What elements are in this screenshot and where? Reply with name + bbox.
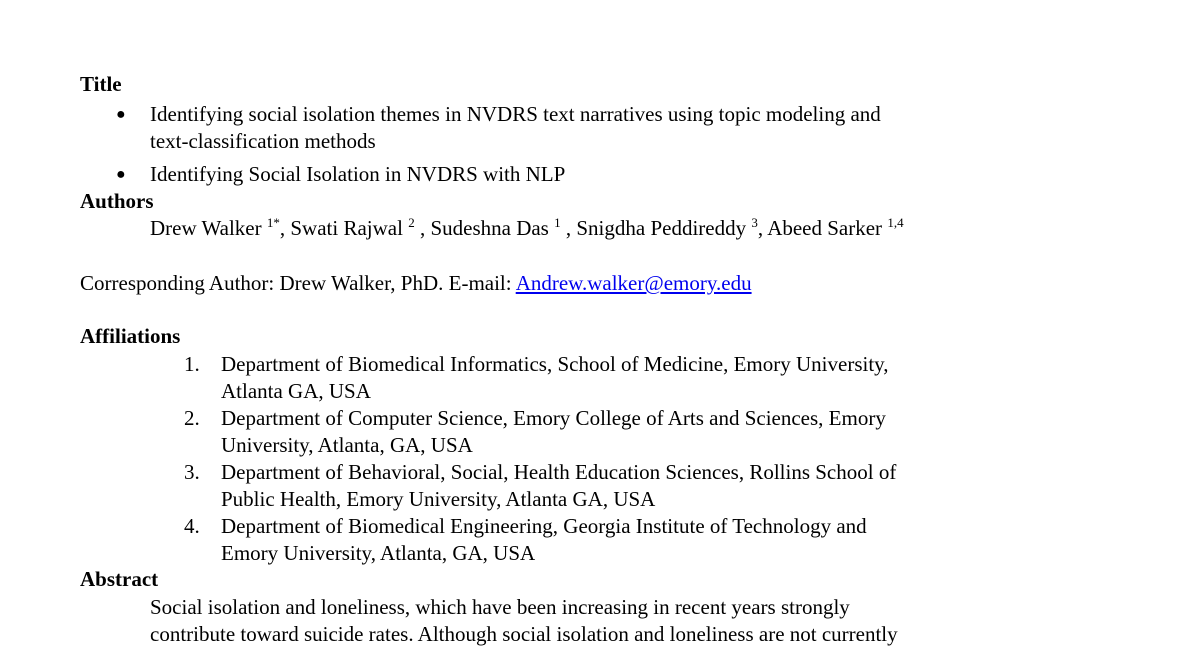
affiliation-4-line-1: Department of Biomedical Engineering, Georgia Institute of Technology and (221, 514, 867, 538)
authors-heading: Authors (80, 189, 154, 213)
author-separator: , (560, 216, 577, 240)
author-name: Abeed Sarker (767, 216, 883, 240)
author-affiliation-marker: 1,4 (887, 215, 904, 230)
abstract-line-2: contribute toward suicide rates. Although social isolation and loneliness are not currently (150, 622, 898, 646)
author-separator: , (757, 216, 768, 240)
abstract-line-1: Social isolation and loneliness, which have been increasing in recent years strongly (150, 595, 850, 619)
title-option-1-line-1: Identifying social isolation themes in NVDRS text narratives using topic modeling and (150, 102, 881, 126)
affiliations-heading: Affiliations (80, 324, 181, 348)
author-affiliation-marker: 2 (408, 215, 415, 230)
author-name: Sudeshna Das (430, 216, 549, 240)
affiliation-4-line-2: Emory University, Atlanta, GA, USA (221, 541, 536, 565)
title-option-2-line-1: Identifying Social Isolation in NVDRS with NLP (150, 162, 566, 186)
affiliation-3-line-2: Public Health, Emory University, Atlanta GA, USA (221, 487, 656, 511)
bullet-icon: ● (116, 166, 126, 183)
author-separator: , (279, 216, 291, 240)
affiliation-2-line-1: Department of Computer Science, Emory College of Arts and Sciences, Emory (221, 406, 886, 430)
affiliation-number: 4. (184, 514, 200, 538)
title-heading: Title (80, 72, 122, 96)
title-option-1-line-2: text-classification methods (150, 129, 376, 153)
affiliation-1-line-1: Department of Biomedical Informatics, School of Medicine, Emory University, (221, 352, 889, 376)
bullet-icon: ● (116, 106, 126, 123)
author-affiliation-marker: 1* (266, 215, 280, 230)
affiliation-number: 1. (184, 352, 200, 376)
corresponding-author (80, 270, 752, 297)
author-separator: , (414, 216, 431, 240)
email-link[interactable]: Andrew.walker@emory.edu (515, 271, 752, 295)
author-name: Drew Walker (150, 216, 262, 240)
corresponding-author-label: Corresponding Author: Drew Walker, PhD. E-mail: (80, 271, 516, 295)
affiliation-number: 2. (184, 406, 200, 430)
author-name: Snigdha Peddireddy (576, 216, 747, 240)
affiliation-3-line-1: Department of Behavioral, Social, Health Education Sciences, Rollins School of (221, 460, 897, 484)
author-affiliation-marker: 3 (751, 215, 758, 230)
author-affiliation-marker: 1 (554, 215, 561, 230)
author-list (150, 215, 904, 242)
affiliation-2-line-2: University, Atlanta, GA, USA (221, 433, 473, 457)
abstract-heading: Abstract (80, 567, 159, 591)
affiliation-1-line-2: Atlanta GA, USA (221, 379, 371, 403)
author-name: Swati Rajwal (290, 216, 403, 240)
affiliation-number: 3. (184, 460, 200, 484)
